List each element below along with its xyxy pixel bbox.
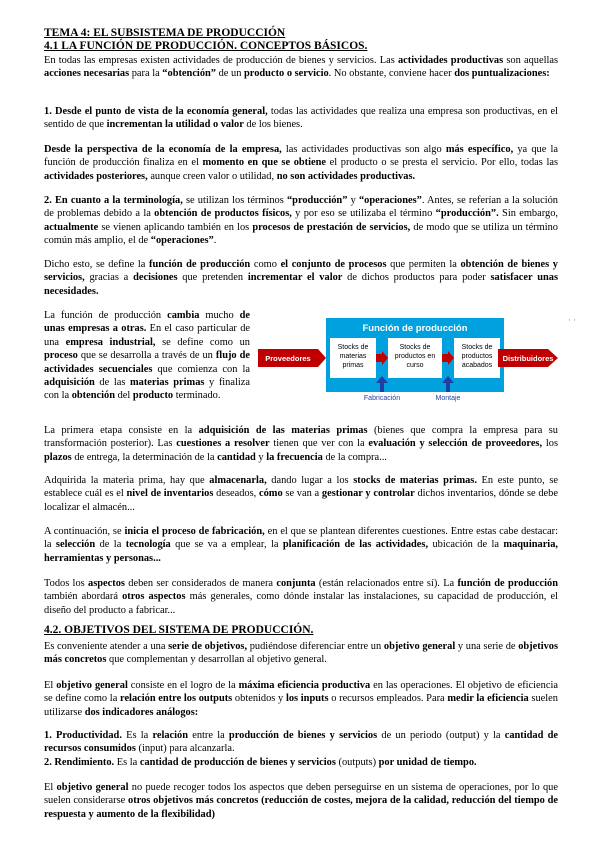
text-run: adquisición	[44, 377, 95, 389]
text-run: Sin embargo,	[498, 208, 558, 220]
text-run: 1. Desde el punto de vista de la economía general,	[44, 106, 268, 117]
text-run: . Antes, se referían a la solución de problemas debido a la	[44, 195, 559, 220]
text-run: medir la eficiencia	[447, 693, 529, 705]
text-run: evaluación y selección de proveedores,	[368, 438, 543, 450]
text-run: de un periodo (output) y la	[377, 730, 505, 741]
text-run: A continuación, se	[44, 526, 125, 537]
text-run: que pretenden	[177, 272, 248, 284]
text-run: actividades posteriores,	[44, 170, 148, 182]
section-title-4-2: 4.2. OBJETIVOS DEL SISTEMA DE PRODUCCIÓN.	[44, 624, 314, 636]
text-run: obtenidos y	[232, 693, 286, 705]
paragraph-definicion	[44, 258, 558, 298]
text-run: obtención de productos físicos,	[154, 208, 292, 220]
text-run: como	[250, 259, 281, 270]
text-run: planificación de las actividades,	[282, 539, 429, 551]
text-run: inicia el proceso de fabricación,	[124, 526, 265, 537]
text-run: (input) para alcanzarla.	[135, 743, 235, 755]
text-run: otros objetivos más concretos	[128, 795, 259, 807]
text-run: Es la	[114, 757, 140, 768]
text-run: objetivo general	[56, 782, 129, 793]
text-run: se define como un	[155, 336, 251, 348]
text-run: de entrega, la determinación de la	[71, 451, 218, 463]
text-run: que se va a emplear, la	[170, 539, 283, 551]
text-run: procesos de prestación de servicios,	[252, 221, 411, 233]
paragraph-fabricacion	[44, 525, 558, 565]
paragraph-objetivos	[44, 640, 558, 667]
diagram-title: Función de producción	[362, 323, 468, 334]
text-run: “obtención”	[162, 68, 216, 80]
text-run: cantidad de recursos consumidos	[44, 730, 558, 755]
text-run: de dichos productos para poder	[342, 272, 491, 284]
fabricacion-label: Fabricación	[363, 395, 401, 402]
text-run: maquinaria, herramientas y personas...	[44, 539, 558, 564]
text-run: decisiones	[133, 272, 178, 284]
paragraph-otros-objetivos	[44, 781, 558, 821]
text-run: relación	[152, 730, 189, 741]
box1-line1: Stocks de	[337, 344, 369, 351]
text-run: de los bienes.	[243, 119, 303, 131]
box3-line1: Stocks de	[461, 344, 493, 351]
text-run: y	[347, 195, 359, 206]
box3-line2: productos	[461, 353, 493, 360]
text-run: stocks de materias primas.	[353, 475, 477, 486]
text-run: de la	[95, 539, 126, 551]
text-run: que comienza con la	[152, 363, 250, 375]
box1-line2: materias	[339, 353, 367, 360]
paragraph-rendimiento	[44, 756, 558, 769]
text-run: aspectos	[88, 578, 125, 589]
text-run: flujo de actividades secuenciales	[44, 350, 250, 375]
text-run: función de producción	[457, 578, 558, 589]
text-run: producto o servicio	[244, 68, 329, 80]
text-run: entre la	[188, 730, 229, 741]
paragraph-economia-empresa	[44, 143, 558, 183]
text-run: en las operaciones. El objetivo de eficiencia se define como la	[44, 680, 558, 705]
text-run: todas las actividades que realiza una empresa son productivas, en el sentido de que	[44, 106, 558, 131]
paragraph-aspectos	[44, 577, 558, 617]
text-run: que complementan y desarrollan al objetivo general.	[106, 654, 327, 666]
text-run: 2. Rendimiento.	[44, 757, 115, 768]
text-run: (bienes que compra la empresa para su transformación posterior). Las	[44, 425, 558, 450]
text-run: actividades productivas	[397, 55, 504, 66]
text-run: consiste en el logro de la	[127, 680, 239, 691]
text-run: y por eso se utilizaba el término	[291, 208, 436, 220]
text-run: En todas las empresas existen actividades de producción de bienes y servicios. Las	[44, 55, 398, 66]
text-run: dichos inventarios, dónde se debe localizar el almacén...	[44, 488, 558, 513]
text-run: las actividades productivas son algo	[281, 144, 446, 155]
text-run: los	[542, 438, 558, 450]
text-run: cómo	[258, 488, 283, 500]
text-run: y finaliza con la	[44, 377, 250, 402]
production-function-diagram	[258, 316, 558, 402]
text-run: obtención de bienes y servicios,	[44, 259, 558, 284]
text-run: aunque creen valor o utilidad,	[147, 170, 277, 182]
text-run: deseados,	[213, 488, 259, 500]
text-run: cuestiones a resolver	[176, 438, 270, 450]
text-run: deben ser considerados de manera	[124, 578, 277, 589]
box3-line3: acabados	[461, 362, 493, 369]
text-run: la frecuencia	[266, 451, 323, 463]
text-run: de un	[216, 68, 244, 80]
text-run: se vienen aplicando también en los	[98, 221, 253, 233]
text-run: ya que la función de producción finaliza en el	[44, 144, 558, 169]
text-run: otros aspectos	[122, 591, 186, 603]
text-run: dando lugar a los	[266, 475, 354, 486]
text-run: función de producción	[149, 259, 251, 270]
text-run: de las	[94, 377, 130, 389]
text-run: adquisición de las materias primas	[198, 425, 368, 436]
section-title-4-1: 4.1 LA FUNCIÓN DE PRODUCCIÓN. CONCEPTOS BÁSICOS.	[44, 40, 368, 52]
text-run: 1. Productividad.	[44, 730, 122, 741]
text-run: también abordará	[44, 591, 123, 603]
text-run: y una serie de	[455, 641, 519, 652]
text-run: de modo que se utiliza un término común más amplio, el de	[44, 221, 558, 247]
text-run: obtención	[71, 390, 116, 402]
text-run: objetivo general	[383, 641, 456, 652]
text-run: mucho	[199, 310, 240, 321]
text-run: empresa industrial,	[65, 336, 156, 348]
text-run: objetivos más concretos	[44, 641, 559, 666]
text-run: Dicho esto, se define la	[44, 259, 150, 270]
text-run: Desde la perspectiva de la economía de la empresa,	[44, 144, 282, 155]
text-run: (reducción de costes, mejora de la calidad, reducción del tiempo de respuesta y aumento de la flexibilidad)	[44, 795, 558, 820]
text-run: el conjunto de procesos	[280, 259, 387, 270]
text-run: La función de producción	[44, 310, 168, 321]
montaje-label: Montaje	[435, 395, 461, 402]
text-run: En el caso particular de una	[44, 323, 250, 348]
text-run: terminado.	[173, 390, 221, 402]
text-run: 2. En cuanto a la terminología,	[44, 195, 183, 206]
text-run: satisfacer unas necesidades.	[44, 272, 559, 297]
text-run: dos puntualizaciones:	[454, 68, 550, 80]
text-run: Todos los	[44, 578, 88, 589]
text-run: Es conveniente atender a una	[44, 641, 169, 652]
paragraph-objetivo-general	[44, 679, 558, 719]
text-run: que permiten la	[386, 259, 461, 270]
proveedores-label: Proveedores	[265, 354, 311, 363]
text-run: por unidad de tiempo.	[378, 757, 477, 768]
text-run: cantidad	[217, 451, 256, 463]
text-run: dos indicadores análogos:	[84, 706, 199, 718]
text-run: no son actividades productivas.	[276, 170, 416, 182]
text-run: más específico,	[445, 144, 514, 155]
text-run: pudiéndose diferenciar entre un	[247, 641, 384, 652]
text-run: actualmente	[44, 221, 99, 233]
text-run: serie de objetivos,	[168, 641, 248, 652]
text-run: objetivo general	[56, 680, 128, 691]
paragraph-intro	[44, 54, 558, 81]
text-run: producción de bienes y servicios	[228, 730, 378, 741]
text-run: incrementan la utilidad o valor	[106, 119, 244, 131]
text-run: plazos	[44, 451, 72, 463]
text-run: La primera etapa consiste en la	[44, 425, 199, 436]
text-run: El	[44, 680, 57, 691]
text-run: “producción”.	[435, 208, 499, 220]
text-run: de unas empresas a otras.	[44, 310, 251, 335]
text-run: cambia	[167, 310, 200, 321]
text-run: proceso	[44, 350, 78, 362]
text-run: se utilizan los términos	[182, 195, 287, 206]
text-run: (outputs)	[335, 757, 379, 768]
text-run: más generales, como dónde instalar las instalaciones, su capacidad de producción, el diseño del producto a fabricar...	[44, 591, 558, 616]
text-run: “producción”	[286, 195, 348, 206]
text-run: incrementar el valor	[247, 272, 343, 284]
text-run: el producto o se presta el servicio. Por ello, todas las	[326, 157, 558, 169]
text-run: gestionar y controlar	[321, 488, 415, 500]
text-run: los inputs	[285, 693, 329, 705]
text-run: relación entre los outputs	[120, 693, 233, 705]
text-run: que se desarrolla a través de un	[77, 350, 216, 362]
text-run: selección	[55, 539, 96, 551]
paragraph-almacenamiento	[44, 474, 558, 514]
text-run: máxima eficiencia productiva	[238, 680, 371, 691]
text-run: tienen que ver con la	[269, 438, 369, 450]
text-run: o recursos empleados. Para	[328, 693, 448, 705]
paragraph-productividad	[44, 729, 558, 756]
chapter-title: TEMA 4: EL SUBSISTEMA DE PRODUCCIÓN	[44, 27, 286, 39]
text-run: Adquirida la materia prima, hay que	[44, 475, 210, 486]
text-run: no puede recoger todos los aspectos que deben perseguirse en un sistema de operaciones, por lo que suelen considerarse	[44, 782, 558, 807]
text-run: “operaciones”	[150, 235, 214, 247]
text-run: y	[255, 451, 267, 463]
text-run: cantidad de producción de bienes y servicios	[139, 757, 336, 768]
paragraph-economia-general	[44, 105, 558, 132]
text-run: materias primas	[130, 377, 205, 389]
text-run: para la	[129, 68, 163, 80]
box2-line1: Stocks de	[399, 344, 431, 351]
text-run: se van a	[282, 488, 322, 500]
text-run: son aquellas	[503, 55, 558, 66]
text-run: conjunta	[276, 578, 316, 589]
text-run: (están relacionados entre sí). La	[315, 578, 458, 589]
text-run: En este punto, se establece cuál es el	[44, 475, 558, 500]
text-run: Es la	[121, 730, 153, 741]
text-run: producto	[132, 390, 174, 402]
text-run: almacenarla,	[209, 475, 267, 486]
paragraph-empresa-industrial	[44, 309, 250, 403]
text-run: de la compra...	[322, 451, 387, 463]
text-run: .	[213, 235, 217, 247]
text-run: gracias a	[84, 272, 134, 284]
side-mark: · ·	[568, 315, 577, 325]
text-run: en el que se plantean diferentes cuestiones. Entre estas cabe destacar: la	[44, 526, 558, 551]
box1-line3: primas	[342, 362, 364, 369]
distribuidores-label: Distribuidores	[502, 354, 554, 363]
text-run: del	[115, 390, 133, 402]
text-run: acciones necesarias	[44, 68, 130, 80]
text-run: momento en que se obtiene	[202, 157, 327, 169]
box2-line2: productos en	[394, 353, 436, 360]
paragraph-adquisicion	[44, 424, 558, 464]
text-run: nivel de inventarios	[126, 488, 214, 500]
box2-line3: curso	[406, 362, 424, 369]
text-run: . No obstante, conviene hacer	[328, 68, 455, 80]
text-run: tecnología	[125, 539, 171, 551]
paragraph-terminologia	[44, 194, 558, 248]
text-run: suelen utilizarse	[44, 693, 558, 718]
text-run: El	[44, 782, 57, 793]
text-run: “operaciones”	[358, 195, 422, 206]
text-run: ubicación de la	[428, 539, 504, 551]
